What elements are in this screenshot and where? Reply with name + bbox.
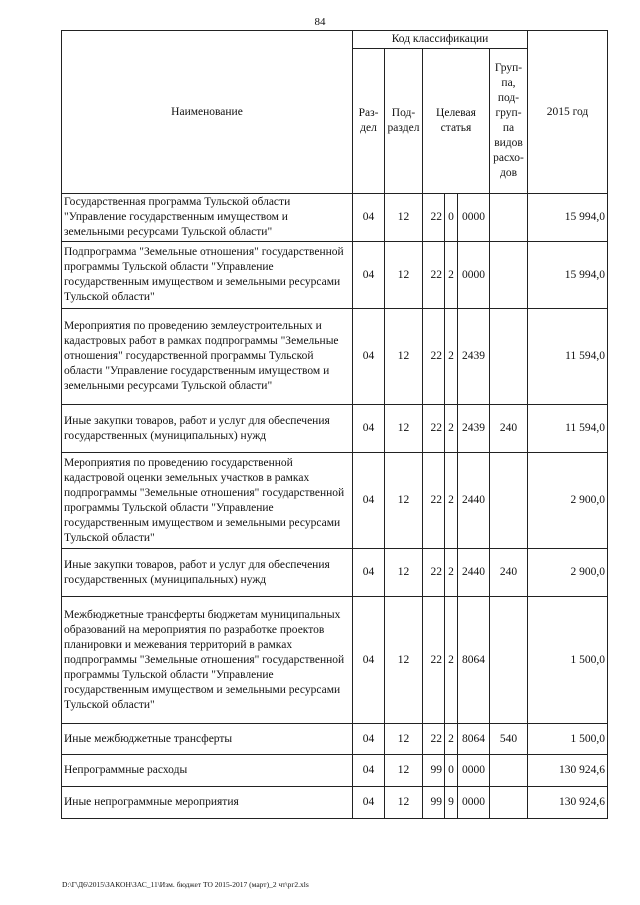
row-direction-code: 2 — [445, 724, 458, 755]
header-expense-group: Груп- па, под- груп- па видов расхо- дов — [490, 49, 528, 194]
row-program-code: 22 — [423, 309, 445, 405]
row-program-code: 22 — [423, 597, 445, 724]
row-amount: 15 994,0 — [528, 242, 608, 309]
row-section: 04 — [353, 787, 385, 819]
header-name: Наименование — [62, 31, 353, 194]
table-row — [62, 453, 608, 549]
row-name: Иные межбюджетные трансферты — [62, 724, 353, 755]
row-name: Мероприятия по проведению государственной кадастровой оценки земельных участков в рамках подпрограммы "Земельные отношения" государственной программы Тульской области "Управление государственным имуществом и земельными ресурсами Тульской области" — [62, 453, 353, 549]
row-subsection: 12 — [385, 724, 423, 755]
row-section: 04 — [353, 597, 385, 724]
header-subsection: Под- раздел — [385, 49, 423, 194]
row-expense-type — [490, 787, 528, 819]
row-name: Подпрограмма "Земельные отношения" государственной программы Тульской области "Управление государственным имуществом и земельными ресурсами Тульской области" — [62, 242, 353, 309]
table-row — [62, 755, 608, 787]
row-section: 04 — [353, 194, 385, 242]
row-direction-code: 0 — [445, 194, 458, 242]
row-expense-code: 2440 — [458, 549, 490, 597]
row-expense-code: 8064 — [458, 597, 490, 724]
row-section: 04 — [353, 242, 385, 309]
row-expense-code: 0000 — [458, 194, 490, 242]
row-direction-code: 2 — [445, 597, 458, 724]
header-year: 2015 год — [528, 31, 608, 194]
header-section: Раз- дел — [353, 49, 385, 194]
row-expense-code: 0000 — [458, 242, 490, 309]
row-direction-code: 0 — [445, 755, 458, 787]
row-direction-code: 9 — [445, 787, 458, 819]
row-expense-type — [490, 755, 528, 787]
row-subsection: 12 — [385, 242, 423, 309]
row-expense-type: 240 — [490, 405, 528, 453]
row-section: 04 — [353, 453, 385, 549]
row-amount: 1 500,0 — [528, 597, 608, 724]
table-row — [62, 309, 608, 405]
row-name: Иные непрограммные мероприятия — [62, 787, 353, 819]
row-amount: 1 500,0 — [528, 724, 608, 755]
header-classification-code: Код классификации — [353, 31, 528, 49]
row-amount: 130 924,6 — [528, 787, 608, 819]
row-amount: 2 900,0 — [528, 549, 608, 597]
row-program-code: 22 — [423, 242, 445, 309]
page-number: 84 — [314, 16, 326, 28]
row-expense-code: 2440 — [458, 453, 490, 549]
row-expense-type — [490, 194, 528, 242]
table-row — [62, 724, 608, 755]
row-amount: 130 924,6 — [528, 755, 608, 787]
row-subsection: 12 — [385, 755, 423, 787]
row-section: 04 — [353, 724, 385, 755]
row-expense-code: 8064 — [458, 724, 490, 755]
row-name: Государственная программа Тульской области "Управление государственным имуществом и земельными ресурсами Тульской области" — [62, 194, 353, 242]
row-name: Непрограммные расходы — [62, 755, 353, 787]
table-row — [62, 405, 608, 453]
row-program-code: 22 — [423, 405, 445, 453]
row-name: Мероприятия по проведению землеустроительных и кадастровых работ в рамках подпрограммы "Земельные отношения" государственной программы Тульской области "Управление государственным имуществом и земельными ресурсами Тульской области" — [62, 309, 353, 405]
row-subsection: 12 — [385, 453, 423, 549]
table-row — [62, 597, 608, 724]
row-name: Межбюджетные трансферты бюджетам муниципальных образований на мероприятия по разработке проектов планировки и межевания территорий в рамках подпрограммы "Земельные отношения" государственной программы Тульской области "Управление государственным имуществом и земельными ресурсами Тульской области" — [62, 597, 353, 724]
row-expense-type: 240 — [490, 549, 528, 597]
row-section: 04 — [353, 549, 385, 597]
row-amount: 11 594,0 — [528, 405, 608, 453]
row-section: 04 — [353, 405, 385, 453]
row-program-code: 99 — [423, 755, 445, 787]
row-subsection: 12 — [385, 194, 423, 242]
table-row — [62, 242, 608, 309]
row-expense-type: 540 — [490, 724, 528, 755]
row-subsection: 12 — [385, 597, 423, 724]
row-expense-code: 0000 — [458, 755, 490, 787]
table-row — [62, 549, 608, 597]
row-direction-code: 2 — [445, 453, 458, 549]
row-amount: 15 994,0 — [528, 194, 608, 242]
row-amount: 2 900,0 — [528, 453, 608, 549]
row-direction-code: 2 — [445, 309, 458, 405]
row-direction-code: 2 — [445, 405, 458, 453]
row-expense-code: 2439 — [458, 405, 490, 453]
row-direction-code: 2 — [445, 549, 458, 597]
file-path-footer: D:\Г\Д6\2015\ЗАКОН\ЗАС_11\Изм. бюджет ТО 2015-2017 (март)_2 чт\рг2.xls — [62, 880, 309, 889]
row-subsection: 12 — [385, 309, 423, 405]
row-program-code: 22 — [423, 194, 445, 242]
row-program-code: 22 — [423, 724, 445, 755]
row-program-code: 22 — [423, 549, 445, 597]
row-direction-code: 2 — [445, 242, 458, 309]
row-name: Иные закупки товаров, работ и услуг для обеспечения государственных (муниципальных) нужд — [62, 549, 353, 597]
row-expense-type — [490, 242, 528, 309]
row-expense-type — [490, 597, 528, 724]
row-expense-type — [490, 453, 528, 549]
row-expense-type — [490, 309, 528, 405]
row-section: 04 — [353, 309, 385, 405]
row-name: Иные закупки товаров, работ и услуг для обеспечения государственных (муниципальных) нужд — [62, 405, 353, 453]
row-program-code: 22 — [423, 453, 445, 549]
row-expense-code: 2439 — [458, 309, 490, 405]
row-subsection: 12 — [385, 405, 423, 453]
budget-table — [61, 30, 608, 819]
row-expense-code: 0000 — [458, 787, 490, 819]
row-program-code: 99 — [423, 787, 445, 819]
row-subsection: 12 — [385, 549, 423, 597]
row-section: 04 — [353, 755, 385, 787]
table-body — [62, 194, 608, 819]
table-row — [62, 194, 608, 242]
header-target-article: Целевая статья — [423, 49, 490, 194]
row-subsection: 12 — [385, 787, 423, 819]
table-row — [62, 787, 608, 819]
row-amount: 11 594,0 — [528, 309, 608, 405]
